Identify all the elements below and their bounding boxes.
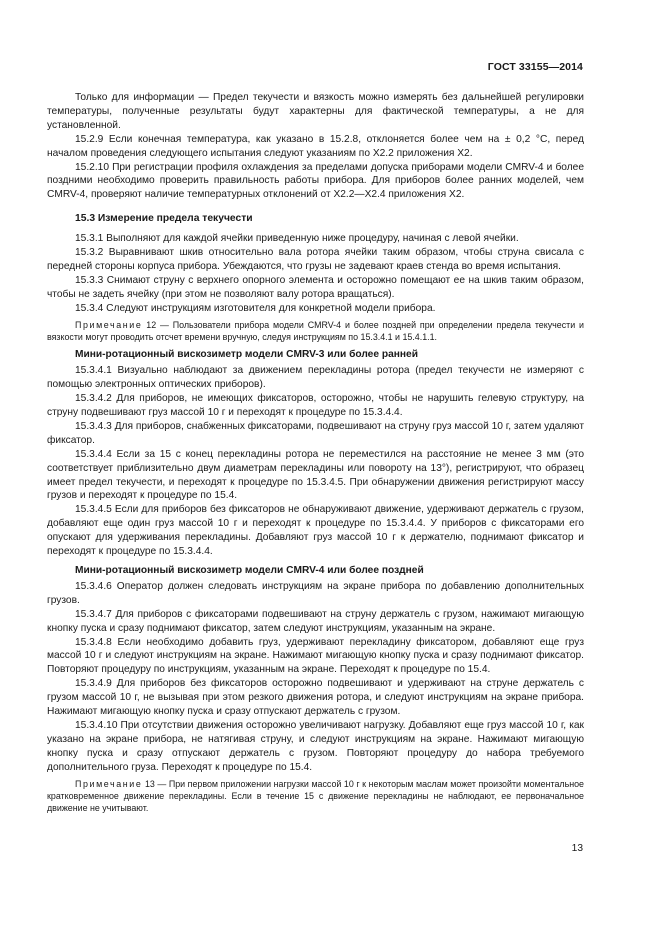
paragraph-15-3-4-4: 15.3.4.4 Если за 15 с конец перекладины ротора не переместился на расстояние не менее 3 мм (это соответствует приблизительно двум диаметрам перекладины или повороту на 13°), регистрируют, что образец имеет предел текучести, и переходят к процедуре по 15.3.4.5. При обнаружении движения регистрируют массу грузов и переходят к процедуре по 15.4. [47,448,584,502]
paragraph-15-3-4-6: 15.3.4.6 Оператор должен следовать инструкциям на экране прибора по добавлению дополнительных грузов. [47,580,584,606]
paragraph-15-3-1: 15.3.1 Выполняют для каждой ячейки приведенную ниже процедуру, начиная с левой ячейки. [75,233,519,245]
section-heading-15-3: 15.3 Измерение предела текучести [75,213,253,225]
paragraph-15-3-3: 15.3.3 Снимают струну с верхнего опорного элемента и осторожно помещают ее на шкив таким образом, чтобы не задеть ячейку (при этом не позволяют валу ротора вращаться). [47,274,584,300]
paragraph-info-note: Только для информации — Предел текучести и вязкость можно измерять без дальнейшей регулировки температуры, полученные результаты будут характерны для фактической температуры, а не для установленной. [47,92,584,131]
note-12 [47,319,584,344]
paragraph-15-3-4-1: 15.3.4.1 Визуально наблюдают за движением перекладины ротора (предел текучести не измеряют с помощью электронных оптических приборов). [47,365,584,391]
paragraph-15-3-4: 15.3.4 Следуют инструкциям изготовителя для конкретной модели прибора. [75,302,436,314]
paragraph-15-2-10: 15.2.10 При регистрации профиля охлаждения за пределами допуска приборами модели CMRV-4 и более поздними необходимо проверить правильность работы прибора. Для приборов более ранних моделей, чем CMRV-4, проверяют наличие температурных отклонений от Х2.2—Х2.4 приложения Х2. [47,161,584,201]
page-number: 13 [571,843,583,854]
subsection-heading-cmrv3: Мини-ротационный вискозиметр модели CMRV-3 или более ранней [75,349,418,361]
subsection-heading-cmrv4: Мини-ротационный вискозиметр модели CMRV-4 или более поздней [75,565,424,576]
note-12-lead: Примечание [75,319,143,330]
paragraph-15-3-4-8: 15.3.4.8 Если необходимо добавить груз, удерживают перекладину фиксатором, добавляют еще груз массой 10 г и следуют инструкциям на экране. Нажимают мигающую кнопку пуска и сразу поднимают фиксатор. Повторяют процедуру по инструкциям, указанным на экране. Переходят к процедуре по 15.4. [47,636,584,676]
note-13 [47,778,584,815]
paragraph-15-3-4-2: 15.3.4.2 Для приборов, не имеющих фиксаторов, осторожно, чтобы не нарушить гелевую структуру, на струну подвешивают груз массой 10 г и переходят к процедуре по 15.3.4.4. [47,393,584,419]
paragraph-15-3-2: 15.3.2 Выравнивают шкив относительно вала ротора ячейки таким образом, чтобы струна свисала с передней стороны корпуса прибора. Убеждаются, что грузы не задевают краев стенда во время испытания. [47,247,584,272]
paragraph-15-3-4-10: 15.3.4.10 При отсутствии движения осторожно увеличивают нагрузку. Добавляют еще груз массой 10 г, как указано на экране прибора, не натягивая струну, и следуют инструкциям на экране. Нажимают мигающую кнопку пуска и сразу отпускают держатель с грузом. Повторяют процедуру до набора требуемого дополнительного груза. Переходят к процедуре по 15.4. [47,719,584,773]
page-body [47,91,584,818]
paragraph-15-3-4-7: 15.3.4.7 Для приборов с фиксаторами подвешивают на струну держатель с грузом, нажимают мигающую кнопку пуска и сразу поднимают фиксатор, затем следуют инструкциям, указанным на экране. [47,608,584,634]
paragraph-15-3-4-3: 15.3.4.3 Для приборов, снабженных фиксаторами, подвешивают на струну груз массой 10 г, затем удаляют фиксатор. [47,420,584,446]
note-12-text: 12 — Пользователи прибора модели CMRV-4 и более поздней при определении предела текучести и вязкости могут проводить отсчет времени вручную, следуя инструкциям по 15.3.4.1 и 15.4.1.1. [47,319,584,342]
note-13-lead: Примечание [75,778,143,789]
paragraph-15-2-9: 15.2.9 Если конечная температура, как указано в 15.2.8, отклоняется более чем на ± 0,2 °С, перед началом проведения следующего испытания следуют указаниям по Х2.2 приложения Х2. [47,133,584,159]
document-code: ГОСТ 33155—2014 [487,61,583,73]
note-13-text: 13 — При первом приложении нагрузки массой 10 г к некоторым маслам может произойти моментальное кратковременное движение перекладины. Если в течение 15 с движение перекладины не наблюдают, ее первоначальное движение не учитывают. [47,778,584,814]
paragraph-15-3-4-5: 15.3.4.5 Если для приборов без фиксаторов не обнаруживают движение, удерживают держатель с грузом, добавляют еще один груз массой 10 г и переходят к процедуре по 15.3.4.4. У приборов с фиксаторами его опускают для удерживания перекладины. Добавляют груз массой 10 г к держателю, поднимают фиксатор и переходят к процедуре по 15.3.4.4. [47,504,584,558]
paragraph-15-3-4-9: 15.3.4.9 Для приборов без фиксаторов осторожно подвешивают и удерживают на струне держатель с грузом массой 10 г, не вызывая при этом резкого движения ротора, и следуют инструкциям на экране прибора. Нажимают мигающую кнопку пуска и сразу отпускают держатель с грузом. [47,678,584,718]
